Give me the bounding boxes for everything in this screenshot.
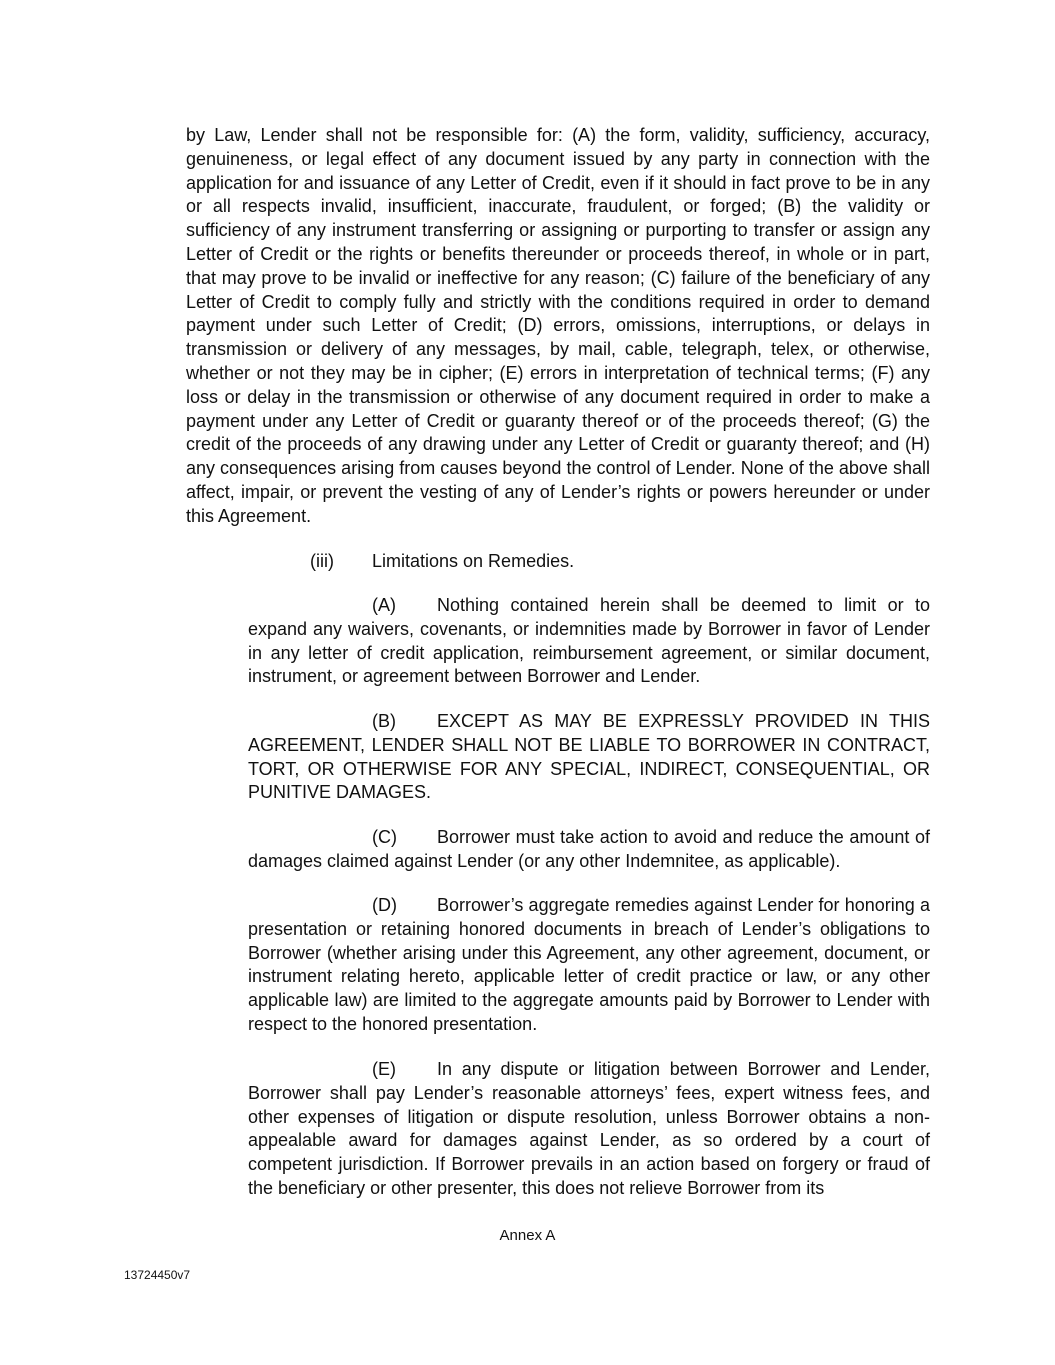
subsection-label: (C)	[372, 827, 397, 847]
subsection-text: Borrower’s aggregate remedies against Lender for honoring a presentation or retaining honored documents in breach of Lender’s obligations to Borrower (whether arising under this Agreement, any other agreement, document, or instrument relating hereto, applicable letter of credit practice or law, or any other applicable law) are limited to the aggregate amounts paid by Borrower to Lender with respect to the honored presentation.	[248, 895, 930, 1034]
subsection-text: Borrower must take action to avoid and reduce the amount of damages claimed against Lender (or any other Indemnitee, as applicable).	[248, 827, 930, 871]
section-number: (iii)	[310, 551, 334, 571]
subsection-text: EXCEPT AS MAY BE EXPRESSLY PROVIDED IN THIS AGREEMENT, LENDER SHALL NOT BE LIABLE TO BORROWER IN CONTRACT, TORT, OR OTHERWISE FOR ANY SPECIAL, INDIRECT, CONSEQUENTIAL, OR PUNITIVE DAMAGES.	[248, 711, 930, 803]
subsection-label: (E)	[372, 1059, 396, 1079]
subsection-text: In any dispute or litigation between Borrower and Lender, Borrower shall pay Lender’s reasonable attorneys’ fees, expert witness fees, and other expenses of litigation or dispute resolution, unless Borrower obtains a non-appealable award for damages against Lender, as so ordered by a court of competent jurisdiction. If Borrower prevails in an action based on forgery or fraud of the beneficiary or other presenter, this does not relieve Borrower from its	[248, 1059, 930, 1198]
body-paragraph: by Law, Lender shall not be responsible for: (A) the form, validity, sufficiency, accuracy, genuineness, or legal effect of any document issued by any party in connection with the application for and issuance of any Letter of Credit, even if it should in fact prove to be in any or all respects invalid, insufficient, inaccurate, fraudulent, or forged; (B) the validity or sufficiency of any instrument transferring or assigning or purporting to transfer or assign any Letter of Credit or the rights or benefits thereunder or proceeds thereof, in whole or in part, that may prove to be invalid or ineffective for any reason; (C) failure of the beneficiary of any Letter of Credit to comply fully and strictly with the conditions required in order to demand payment under such Letter of Credit; (D) errors, omissions, interruptions, or delays in transmission or delivery of any messages, by mail, cable, telegraph, telex, or otherwise, whether or not they may be in cipher; (E) errors in interpretation of technical terms; (F) any loss or delay in the transmission or otherwise of any document required in order to make a payment under any Letter of Credit or guaranty thereof or of the proceeds thereof; (G) the credit of the proceeds of any drawing under any Letter of Credit or guaranty thereof; and (H) any consequences arising from causes beyond the control of Lender. None of the above shall affect, impair, or prevent the vesting of any of Lender’s rights or powers hereunder or under this Agreement.	[186, 125, 930, 526]
subsection-label: (A)	[372, 595, 396, 615]
subsection-e	[248, 1058, 930, 1201]
subsection-b	[248, 710, 930, 805]
subsection-label: (B)	[372, 711, 396, 731]
section-title: Limitations on Remedies.	[372, 551, 575, 571]
subsection-a	[248, 594, 930, 689]
subsection-c	[248, 826, 930, 874]
annex-footer: Annex A	[499, 1227, 556, 1244]
subsection-text: Nothing contained herein shall be deemed to limit or to expand any waivers, covenants, or indemnities made by Borrower in favor of Lender in any letter of credit application, reimbursement agreement, or similar document, instrument, or agreement between Borrower and Lender.	[248, 595, 930, 687]
subsection-label: (D)	[372, 895, 397, 915]
subsection-d	[248, 894, 930, 1037]
section-heading	[310, 549, 574, 573]
document-id: 13724450v7	[124, 1268, 191, 1282]
